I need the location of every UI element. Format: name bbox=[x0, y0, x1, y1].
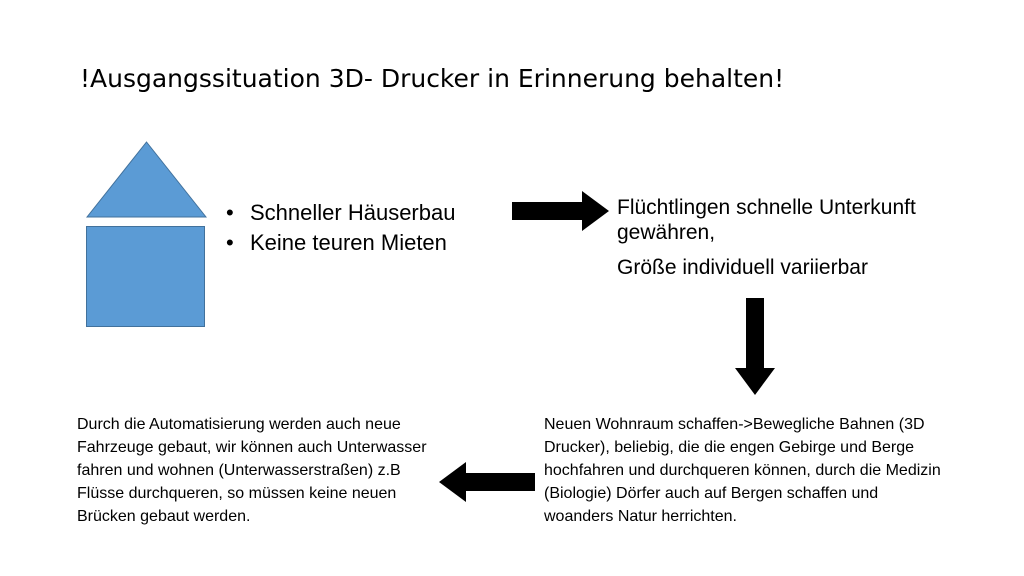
result-line-1: Flüchtlingen schnelle Unterkunft gewähren, bbox=[617, 196, 916, 244]
down-arrow-icon bbox=[734, 298, 776, 396]
left-arrow-icon bbox=[438, 461, 536, 503]
bullet-marker: • bbox=[226, 230, 234, 255]
bullet-item bbox=[226, 198, 455, 228]
paragraph-automation: Durch die Automatisierung werden auch neue Fahrzeuge gebaut, wir können auch Unterwasser fahren und wohnen (Unterwasserstraßen) z.B Flüsse durchqueren, so müssen keine neuen Brücken gebaut werden. bbox=[77, 416, 427, 525]
result-line-2: Größe individuell variierbar bbox=[617, 256, 868, 279]
result-text bbox=[617, 195, 937, 280]
right-arrow-icon bbox=[512, 190, 610, 232]
bullet-marker: • bbox=[226, 200, 234, 225]
house-body-square bbox=[86, 226, 205, 327]
house-roof-triangle bbox=[86, 141, 207, 219]
slide-title: !Ausgangssituation 3D- Drucker in Erinnerung behalten! bbox=[80, 64, 785, 93]
bullet-item-label: Keine teuren Mieten bbox=[250, 230, 447, 255]
bullet-item-label: Schneller Häuserbau bbox=[250, 200, 456, 225]
paragraph-new-living-space: Neuen Wohnraum schaffen->Bewegliche Bahnen (3D Drucker), beliebig, die die engen Gebirge und Berge hochfahren und durchqueren können, durch die Medizin (Biologie) Dörfer auch auf Bergen schaffen und woanders Natur herrichten. bbox=[544, 416, 941, 525]
bullet-item bbox=[226, 228, 455, 258]
bullet-list bbox=[226, 198, 455, 258]
